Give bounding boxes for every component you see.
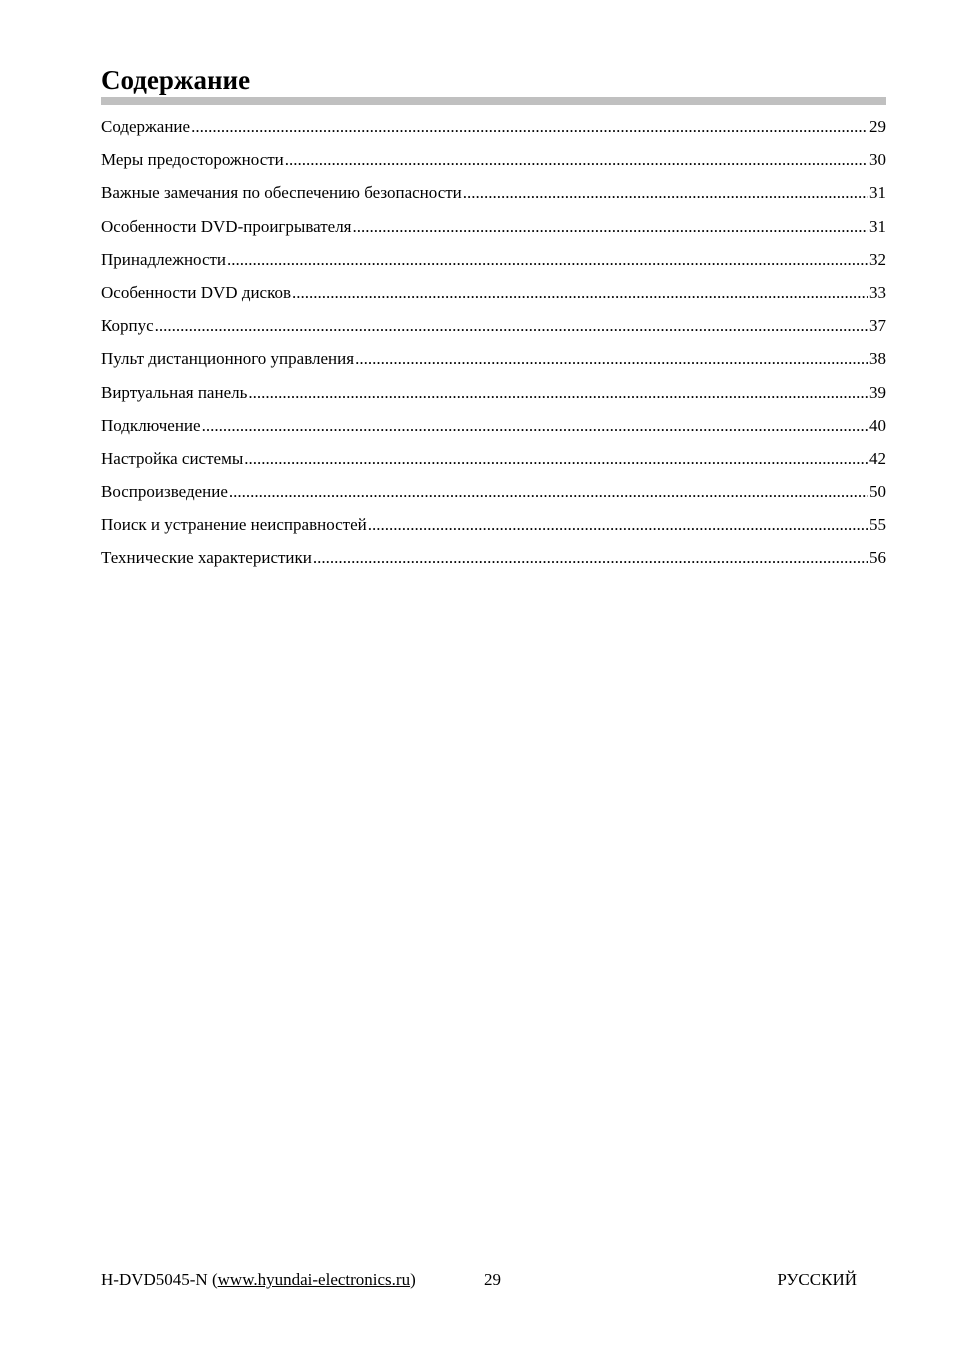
toc-entry-page: 30 [869, 150, 886, 170]
dot-leader [155, 309, 868, 342]
toc-entry[interactable] [101, 243, 886, 276]
toc-entry[interactable] [101, 143, 886, 176]
toc-entry-label: Поиск и устранение неисправностей [101, 515, 367, 535]
toc-entry-page: 55 [869, 515, 886, 535]
toc-entry[interactable] [101, 376, 886, 409]
toc-entry[interactable] [101, 508, 886, 541]
toc-entry-page: 31 [869, 183, 886, 203]
dot-leader [244, 442, 868, 475]
toc-entry-label: Пульт дистанционного управления [101, 349, 355, 369]
toc-entry-label: Содержание [101, 117, 191, 136]
toc-entry-page: 38 [869, 349, 886, 369]
footer-model: H-DVD5045-N (www.hyundai-electronics.ru) [101, 1270, 416, 1289]
toc-entry-label: Принадлежности [101, 249, 227, 269]
toc-entry-label: Важные замечания по обеспечению безопасности [101, 183, 462, 203]
toc-entry[interactable] [101, 541, 886, 574]
toc-entry-page: 40 [869, 415, 886, 435]
footer-page-number: 29 [484, 1270, 501, 1289]
toc-entry[interactable] [101, 342, 886, 375]
title-underline-bar [101, 97, 886, 105]
toc-entry-page: 42 [869, 448, 886, 468]
toc-entry-label: Воспроизведение [101, 482, 228, 502]
toc-entry[interactable] [101, 210, 886, 243]
toc-entry-page: 32 [869, 249, 886, 269]
toc-entry-page: 56 [869, 548, 886, 568]
dot-leader [355, 342, 868, 375]
dot-leader [229, 475, 868, 508]
dot-leader [202, 409, 868, 442]
table-of-contents [101, 110, 886, 575]
toc-entry-page: 29 [869, 117, 886, 136]
toc-entry-label: Виртуальная панель [101, 382, 248, 402]
dot-leader [227, 243, 868, 276]
dot-leader [368, 508, 868, 541]
page-title: Содержание [101, 65, 251, 95]
toc-entry-label: Технические характеристики [101, 548, 312, 568]
toc-entry-page: 50 [869, 482, 886, 502]
dot-leader [463, 176, 868, 209]
footer-language: РУССКИЙ [777, 1270, 857, 1289]
toc-entry-label: Особенности DVD дисков [101, 282, 292, 302]
toc-entry[interactable] [101, 110, 886, 143]
dot-leader [353, 210, 868, 243]
toc-entry[interactable] [101, 475, 886, 508]
dot-leader [292, 276, 868, 309]
footer-website-link[interactable]: www.hyundai-electronics.ru [217, 1270, 411, 1289]
dot-leader [285, 143, 868, 176]
toc-entry-page: 37 [869, 316, 886, 336]
toc-entry-label: Корпус [101, 316, 154, 336]
toc-entry-page: 33 [869, 282, 886, 302]
page-footer [101, 1268, 857, 1292]
footer-model-name: H-DVD5045-N [101, 1270, 208, 1289]
toc-entry-label: Настройка системы [101, 448, 244, 468]
toc-entry-label: Подключение [101, 415, 201, 435]
toc-entry[interactable] [101, 409, 886, 442]
toc-entry[interactable] [101, 309, 886, 342]
dot-leader [313, 541, 868, 574]
toc-entry-page: 31 [869, 216, 886, 236]
dot-leader [248, 376, 868, 409]
toc-entry[interactable] [101, 276, 886, 309]
dot-leader [191, 110, 868, 143]
toc-entry-label: Особенности DVD-проигрывателя [101, 216, 352, 236]
toc-entry-label: Меры предосторожности [101, 150, 284, 170]
toc-entry[interactable] [101, 176, 886, 209]
toc-entry-page: 39 [869, 382, 886, 402]
toc-entry[interactable] [101, 442, 886, 475]
